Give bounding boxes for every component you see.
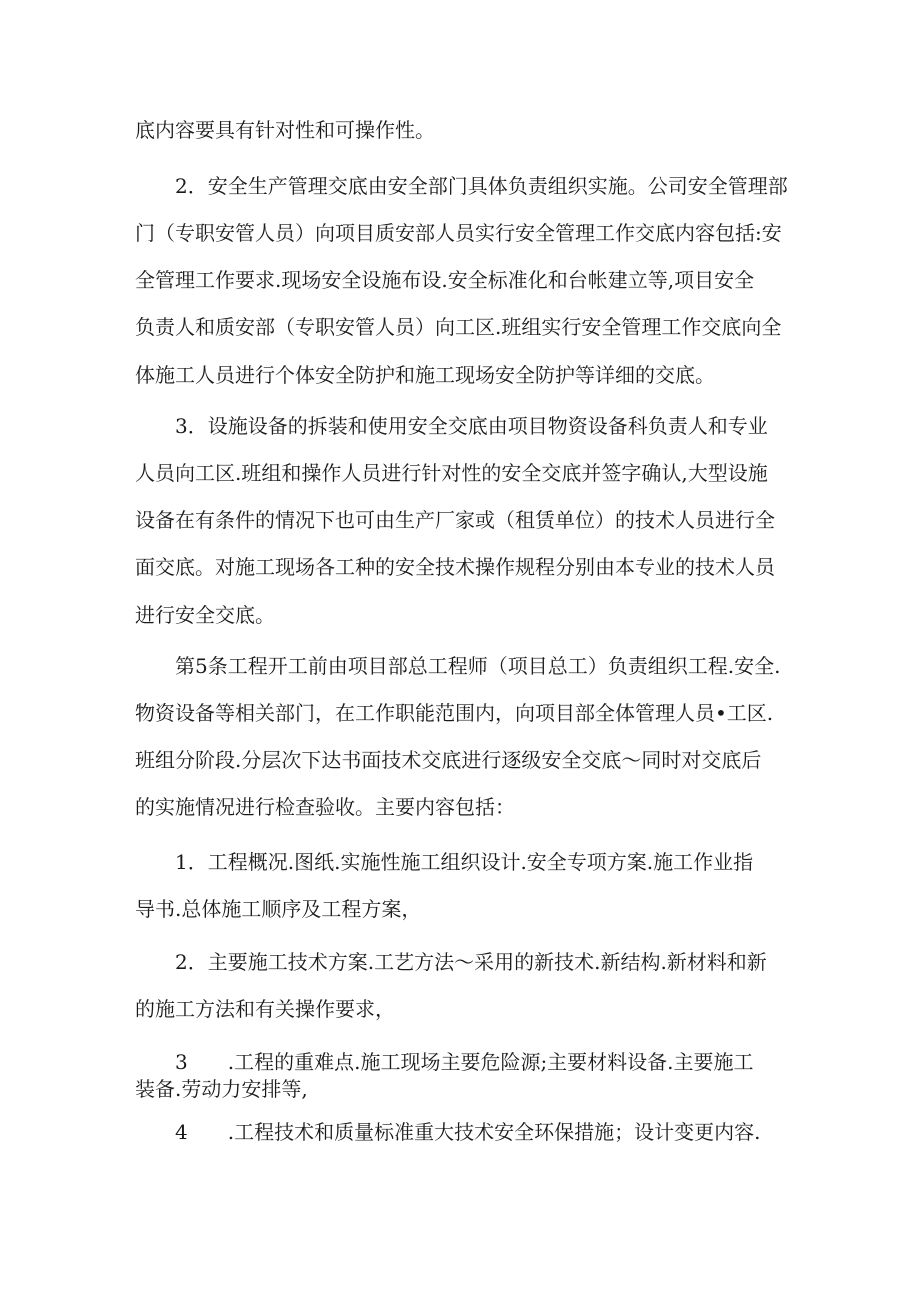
text-line: 物资设备等相关部门，在工作职能范围内，向项目部全体管理人员•工区.: [135, 701, 774, 725]
text-line: 3 .工程的重难点.施工现场主要危险源;主要材料设备.主要施工: [175, 1050, 754, 1074]
text-line: 的实施情况进行检查验收。主要内容包括：: [135, 795, 515, 819]
text-line: 的施工方法和有关操作要求，: [135, 997, 395, 1021]
text-line: 设备在有条件的情况下也可由生产厂家或（租赁单位）的技术人员进行全: [135, 508, 775, 532]
text-line: 门（专职安管人员）向项目质安部人员实行安全管理工作交底内容包括:安: [135, 221, 782, 245]
text-line: 负责人和质安部（专职安管人员）向工区.班组实行安全管理工作交底向全: [135, 315, 782, 339]
text-line: 班组分阶段.分层次下达书面技术交底进行逐级安全交底～同时对交底后: [135, 748, 762, 772]
text-line: 2．安全生产管理交底由安全部门具体负责组织实施。公司安全管理部: [175, 174, 788, 198]
text-line: 面交底。对施工现场各工种的安全技术操作规程分别由本专业的技术人员: [135, 555, 775, 579]
text-line: 导书.总体施工顺序及工程方案，: [135, 897, 422, 921]
text-line: 底内容要具有针对性和可操作性。: [135, 118, 435, 142]
text-line: 4 .工程技术和质量标准重大技术安全环保措施；设计变更内容.: [175, 1120, 761, 1144]
text-line: 装备.劳动力安排等,: [135, 1077, 308, 1101]
text-line: 1．工程概况.图纸.实施性施工组织设计.安全专项方案.施工作业指: [175, 850, 754, 874]
text-line: 体施工人员进行个体安全防护和施工现场安全防护等详细的交底。: [135, 363, 715, 387]
text-line: 第5条工程开工前由项目部总工程师（项目总工）负责组织工程.安全.: [175, 654, 781, 678]
text-line: 进行安全交底。: [135, 603, 275, 627]
text-line: 2．主要施工技术方案.工艺方法～采用的新技术.新结构.新材料和新: [175, 950, 767, 974]
text-line: 人员向工区.班组和操作人员进行针对性的安全交底并签字确认,大型设施: [135, 461, 768, 485]
text-line: 3．设施设备的拆装和使用安全交底由项目物资设备科负责人和专业: [175, 414, 768, 438]
text-line: 全管理工作要求.现场安全设施布设.安全标准化和台帐建立等,项目安全: [135, 268, 755, 292]
